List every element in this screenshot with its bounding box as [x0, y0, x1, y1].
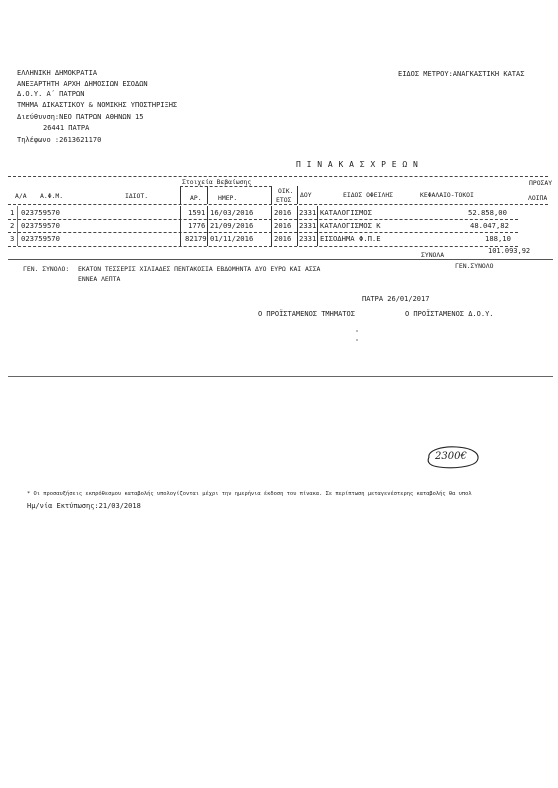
- row-eidos: ΚΑΤΑΛΟΓΙΣΜΟΣ Κ: [320, 221, 381, 230]
- row-amount: 188,10: [485, 234, 511, 243]
- header-imer: ΗΜΕΡ.: [218, 194, 238, 202]
- totals-rule: [8, 259, 553, 260]
- grand-total-label-right: ΓΕΝ.ΣΥΝΟΛΟ: [455, 262, 494, 270]
- col-sep: [207, 186, 208, 204]
- row-year: 2016: [274, 234, 292, 243]
- row-doy: 2331: [299, 234, 317, 243]
- row-afm: 023759570: [21, 221, 60, 230]
- row-aa: 1: [10, 208, 15, 217]
- issuer-line: ΑΝΕΞΑΡΤΗΤΗ ΑΡΧΗ ΔΗΜΟΣΙΩΝ ΕΣΟΔΩΝ: [17, 80, 148, 88]
- row-ar: 82179: [185, 234, 207, 243]
- row-ar: 1776: [188, 221, 206, 230]
- header-aa: Α/Α: [15, 192, 27, 200]
- print-date: Ημ/νία Εκτύπωσης:21/03/2018: [27, 502, 141, 510]
- header-eidos: ΕΙΔΟΣ ΟΦΕΙΛΗΣ: [343, 191, 394, 199]
- row-afm: 023759570: [21, 234, 60, 243]
- stamp-text: 2300€: [435, 451, 467, 462]
- row-rule: [8, 246, 518, 247]
- col-sep: [180, 206, 181, 246]
- section-rule: [8, 376, 553, 377]
- row-doy: 2331: [299, 221, 317, 230]
- footnote: * Οι προσαυξήσεις εκπρόθεσμου καταβολής υπολογίζονται μέχρι την ημερήνια έκδοση του πίνακα. Σε περίπτωση μεταγενέστερης καταβολής θα υπολ: [27, 491, 472, 497]
- row-year: 2016: [274, 221, 292, 230]
- row-rule: [8, 219, 518, 220]
- header-etos: ΕΤΟΣ: [276, 196, 292, 204]
- row-date: 16/03/2016: [210, 208, 254, 217]
- header-doy: ΔΟΥ: [300, 191, 312, 199]
- row-date: 01/11/2016: [210, 234, 254, 243]
- issuer-line: ΤΜΗΜΑ ΔΙΚΑΣΤΙΚΟΥ & ΝΟΜΙΚΗΣ ΥΠΟΣΤΗΡΙΞΗΣ: [17, 101, 178, 109]
- signature-right: Ο ΠΡΟΪΣΤΑΜΕΝΟΣ Δ.Ο.Υ.: [405, 310, 494, 318]
- handwritten-amount-stamp: [423, 444, 483, 470]
- scan-mark: [356, 339, 358, 341]
- place-date: ΠΑΤΡΑ 26/01/2017: [362, 295, 430, 303]
- grand-total-words: ΕΚΑΤΟΝ ΤΕΣΣΕΡΙΣ ΧΙΛΙΑΔΕΣ ΠΕΝΤΑΚΟΣΙΑ ΕΒΔΟΜΗΝΤΑ ΔΥΟ ΕΥΡΩ ΚΑΙ ΑΣΣΑ: [78, 265, 321, 273]
- col-sep: [271, 206, 272, 246]
- scan-mark: [356, 330, 358, 332]
- header-kefalaio: ΚΕΦΑΛΑΙΟ-ΤΟΚΟΙ: [420, 191, 474, 199]
- page-title: Π Ι Ν Α Κ Α Σ Χ Ρ Ε Ω Ν: [296, 160, 419, 169]
- document-type: ΕΙΔΟΣ ΜΕΤΡΟΥ:ΑΝΑΓΚΑΣΤΙΚΗ ΚΑΤΑΣ: [398, 70, 525, 78]
- issuer-address: Διεύθυνση:ΝΕΟ ΠΑΤΡΩΝ ΑΘΗΝΩΝ 15: [17, 113, 144, 121]
- col-sep: [297, 186, 298, 204]
- header-stoixeia: Στοιχεία Βεβαίωσης: [182, 178, 252, 186]
- row-ar: 1591: [188, 208, 206, 217]
- header-idiot: ΙΔΙΟΤ.: [125, 192, 149, 200]
- row-amount: 52.858,00: [468, 208, 507, 217]
- totals-label: ΣΥΝΟΛΑ: [421, 251, 445, 259]
- row-aa: 2: [10, 221, 15, 230]
- row-aa: 3: [10, 234, 15, 243]
- totals-amount: 101.093,92: [488, 247, 531, 255]
- row-eidos: ΕΙΣΟΔΗΜΑ Φ.Π.Ε: [320, 234, 381, 243]
- stoixeia-rule: [180, 186, 272, 187]
- col-sep: [297, 206, 298, 246]
- issuer-line: Δ.Ο.Υ. Α΄ ΠΑΤΡΩΝ: [17, 90, 85, 98]
- signature-left: Ο ΠΡΟΪΣΤΑΜΕΝΟΣ ΤΜΗΜΑΤΟΣ: [258, 310, 355, 318]
- col-sep: [317, 206, 318, 246]
- row-doy: 2331: [299, 208, 317, 217]
- header-loipa: ΛΟΙΠΑ: [528, 194, 548, 202]
- row-eidos: ΚΑΤΑΛΟΓΙΣΜΟΣ: [320, 208, 372, 217]
- row-amount: 48.047,82: [470, 221, 509, 230]
- header-afm: Α.Φ.Μ.: [40, 192, 64, 200]
- issuer-city: 26441 ΠΑΤΡΑ: [43, 124, 90, 132]
- table-header-rule: [8, 204, 548, 205]
- grand-total-label: ΓΕΝ. ΣΥΝΟΛΟ:: [23, 265, 70, 273]
- col-sep: [271, 186, 272, 204]
- header-prosauxisi: ΠΡΟΣΑΥ: [529, 179, 553, 187]
- issuer-line: ΕΛΛΗΝΙΚΗ ΔΗΜΟΚΡΑΤΙΑ: [17, 69, 98, 77]
- header-ar: ΑΡ.: [190, 194, 202, 202]
- row-afm: 023759570: [21, 208, 60, 217]
- col-sep: [180, 186, 181, 204]
- table-top-rule: [8, 176, 548, 177]
- row-rule: [8, 232, 518, 233]
- col-sep: [17, 206, 18, 246]
- col-sep: [207, 206, 208, 246]
- issuer-phone: Τηλέφωνο :2613621170: [17, 136, 102, 144]
- row-date: 21/09/2016: [210, 221, 254, 230]
- header-oik: ΟΙΚ.: [278, 187, 294, 195]
- grand-total-words-2: ΕΝΝΕΑ ΛΕΠΤΑ: [78, 275, 121, 283]
- row-year: 2016: [274, 208, 292, 217]
